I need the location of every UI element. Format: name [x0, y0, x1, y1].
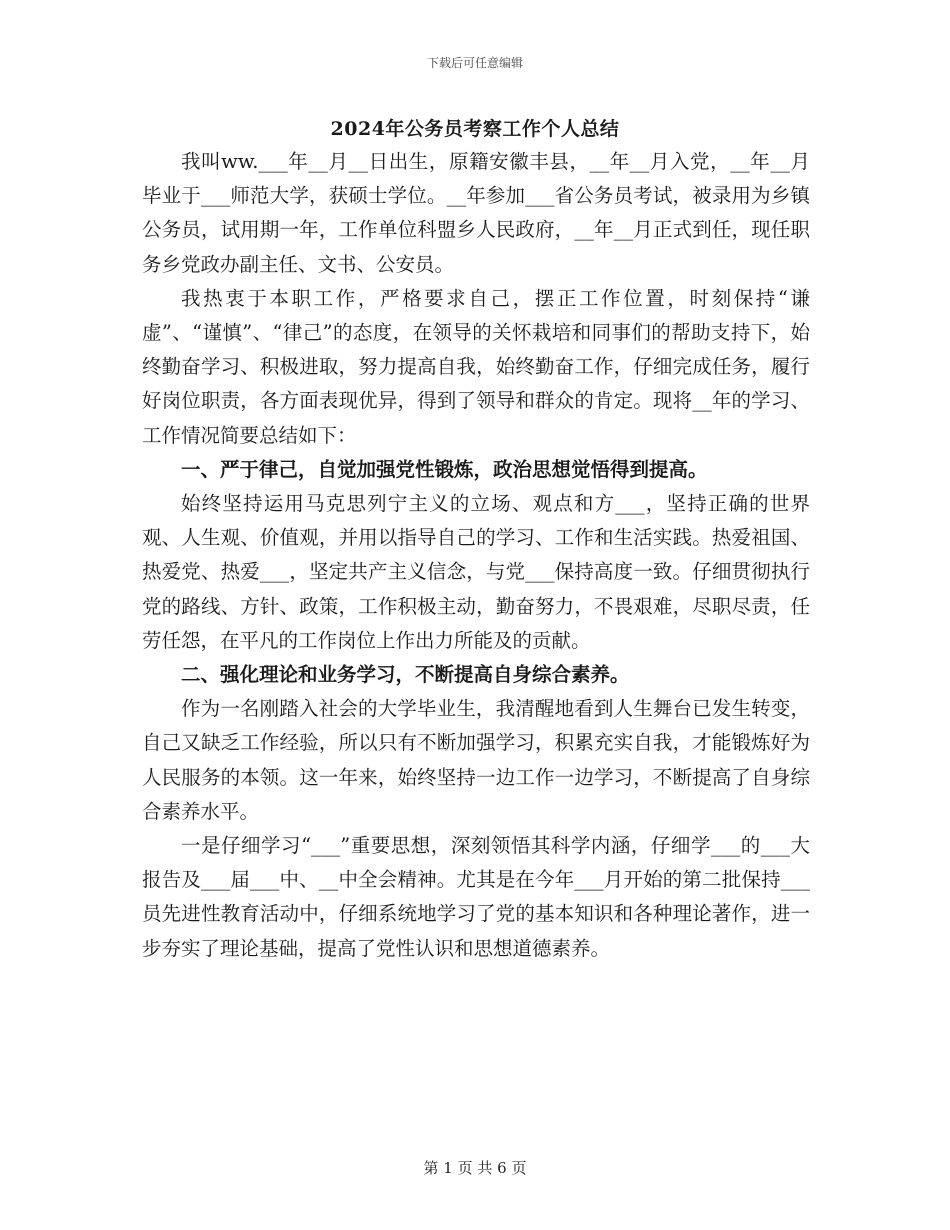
section-heading-1: 一、严于律己，自觉加强党性锻炼，政治思想觉悟得到提高。: [181, 457, 708, 481]
paragraph-intro: 我热衷于本职工作，严格要求自己，摆正工作位置，时刻保持“谦虚”、“谨慎”、“律己”的态度，在领导的关怀栽培和同事们的帮助支持下，始终勤奋学习、积极进取，努力提高自我，始终勤奋工作，仔细完成任务，履行好岗位职责，各方面表现优异，得到了领导和群众的肯定。现将__年的学习、工作情况简要总结如下：: [142, 286, 810, 447]
paragraph-study-detail: 一是仔细学习“___”重要思想，深刻领悟其科学内涵，仔细学___的___大报告及___届___中、__中全会精神。尤其是在今年___月开始的第二批保持___员先进性教育活动中，仔细系统地学习了党的基本知识和各种理论著作，进一步夯实了理论基础，提高了党性认识和思想道德素养。: [142, 834, 810, 960]
page-number: 第 1 页 共 6 页: [423, 1159, 527, 1177]
document-body: [142, 145, 810, 966]
document-title: 2024年公务员考察工作个人总结: [330, 118, 620, 140]
paragraph-section-2: 作为一名刚踏入社会的大学毕业生，我清醒地看到人生舞台已发生转变，自己又缺乏工作经验，所以只有不断加强学习，积累充实自我，才能锻炼好为人民服务的本领。这一年来，始终坚持一边工作一边学习，不断提高了自身综合素养水平。: [142, 697, 810, 823]
paragraph-personal-info: 我叫ww.___年__月__日出生，原籍安徽丰县，__年__月入党，__年__月毕业于___师范大学，获硕士学位。__年参加___省公务员考试，被录用为乡镇公务员，试用期一年，工作单位科盟乡人民政府，__年__月正式到任，现任职务乡党政办副主任、文书、公安员。: [142, 150, 810, 276]
page-header-note: 下载后可任意编辑: [426, 56, 523, 70]
section-heading-2: 二、强化理论和业务学习，不断提高自身综合素养。: [181, 663, 630, 687]
paragraph-section-1: 始终坚持运用马克思列宁主义的立场、观点和方___，坚持正确的世界观、人生观、价值观，并用以指导自己的学习、工作和生活实践。热爱祖国、热爱党、热爱___，坚定共产主义信念，与党___保持高度一致。仔细贯彻执行党的路线、方针、政策，工作积极主动，勤奋努力，不畏艰难，尽职尽责，任劳任怨，在平凡的工作岗位上作出力所能及的贡献。: [142, 492, 810, 652]
